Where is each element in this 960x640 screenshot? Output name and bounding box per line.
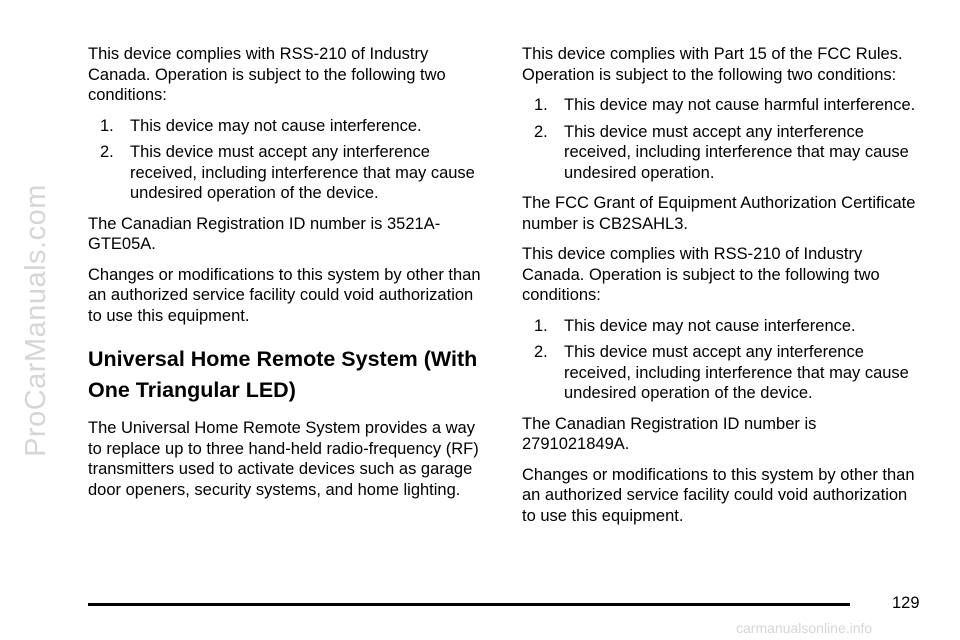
list-number: 2. — [534, 122, 548, 141]
list-text: This device may not cause harmful interference. — [564, 96, 916, 114]
list-number: 2. — [534, 343, 548, 361]
left-paragraph-2: The Canadian Registration ID number is 3521A-GTE05A. — [88, 214, 441, 253]
right-column — [522, 44, 922, 536]
list-text: This device must accept any interference received, including interference that may cause undesired operation. — [564, 122, 909, 182]
list-item — [534, 342, 922, 404]
left-paragraph-1: This device complies with RSS-210 of Industry Canada. Operation is subject to the following two conditions: — [88, 45, 446, 104]
right-paragraph-5: Changes or modifications to this system by other than an authorized service facility could void authorization to use this equipment. — [522, 465, 915, 525]
list-number: 2. — [100, 143, 114, 161]
list-text: This device must accept any interference received, including interference that may cause undesired operation of the device. — [130, 143, 475, 202]
section-heading: Universal Home Remote System (With One Triangular LED) — [88, 347, 478, 402]
list-text: This device may not cause interference. — [564, 316, 856, 335]
list-item — [534, 122, 922, 184]
left-column — [88, 44, 488, 510]
page-number: 129 — [892, 594, 920, 612]
list-item — [100, 142, 488, 204]
footer-watermark: carmanualsonline.info — [736, 620, 873, 636]
list-item — [534, 95, 922, 116]
side-watermark — [16, 40, 56, 600]
footer-rule — [88, 603, 850, 606]
right-fcc-conditions-list — [522, 95, 922, 183]
list-number: 1. — [100, 116, 114, 135]
right-paragraph-4: The Canadian Registration ID number is 2791021849A. — [522, 414, 817, 453]
right-paragraph-2: The FCC Grant of Equipment Authorization Certificate number is CB2SAHL3. — [522, 194, 916, 233]
list-item — [534, 316, 922, 337]
right-rss-conditions-list — [522, 316, 922, 404]
list-text: This device may not cause interference. — [130, 116, 422, 135]
left-conditions-list — [88, 116, 488, 204]
right-paragraph-3: This device complies with RSS-210 of Industry Canada. Operation is subject to the following two conditions: — [522, 245, 880, 304]
watermark-text: ProCarManuals.com — [19, 183, 52, 457]
left-paragraph-3: Changes or modifications to this system by other than an authorized service facility could void authorization to use this equipment. — [88, 265, 481, 325]
left-paragraph-4: The Universal Home Remote System provides a way to replace up to three hand-held radio-frequency (RF) transmitters used to activate devices such as garage door openers, security systems, and home lighting. — [88, 419, 479, 499]
list-number: 1. — [534, 96, 548, 114]
list-number: 1. — [534, 316, 548, 335]
right-paragraph-1: This device complies with Part 15 of the FCC Rules. Operation is subject to the following two conditions: — [522, 45, 903, 84]
list-item — [100, 116, 488, 137]
list-text: This device must accept any interference received, including interference that may cause undesired operation of the device. — [564, 343, 909, 402]
